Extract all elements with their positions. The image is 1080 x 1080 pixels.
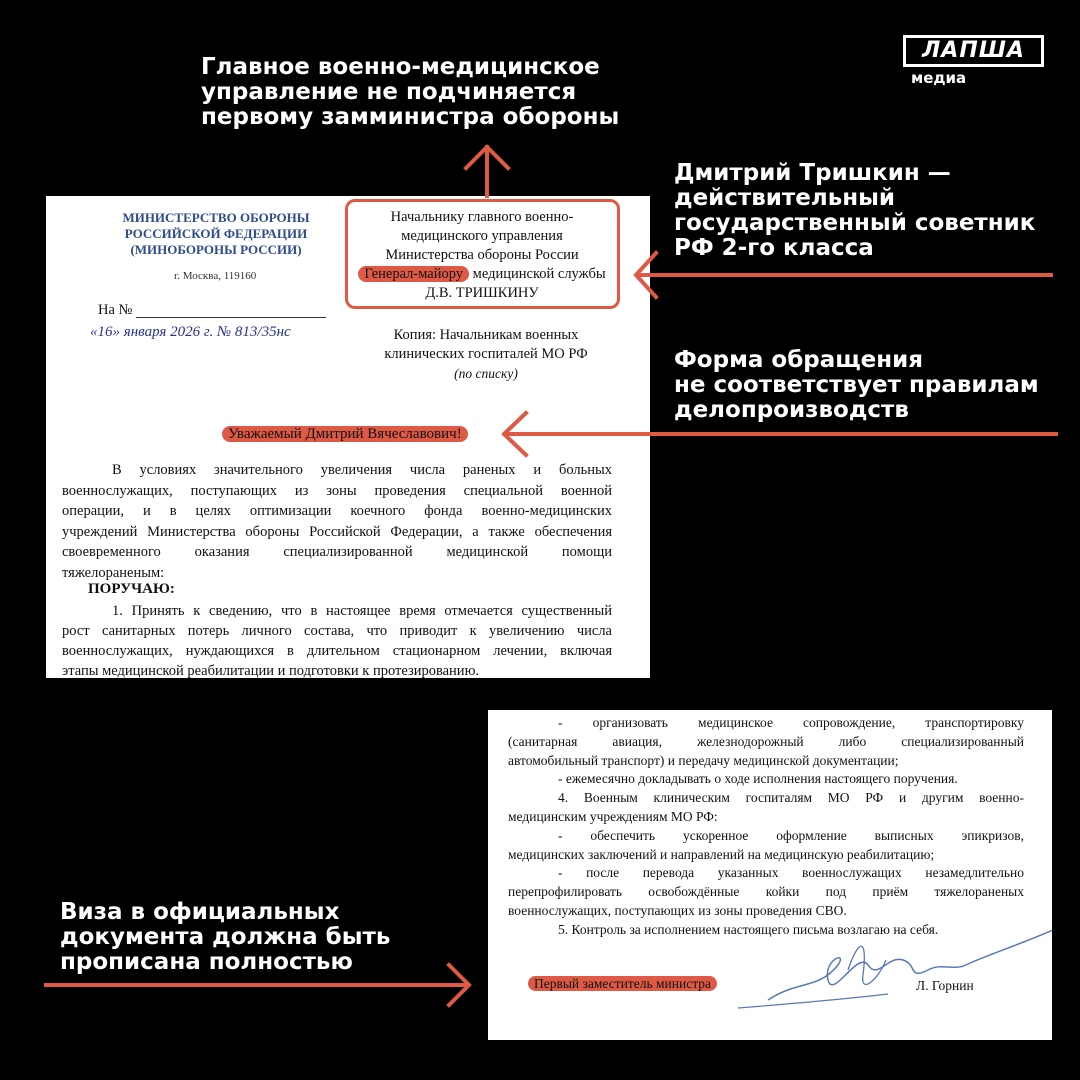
annotation-address-form bbox=[674, 348, 1039, 423]
text-line: 5. Контроль за исполнением настоящего письма возлагаю на себя. bbox=[558, 921, 939, 937]
city-address: г. Москва, 119160 bbox=[174, 270, 257, 282]
intro-paragraph bbox=[62, 460, 612, 583]
reference-number-line bbox=[136, 317, 326, 318]
annotation-line: Главное военно-медицинское bbox=[201, 54, 600, 80]
reference-number-label: На № bbox=[98, 302, 133, 318]
ministry-header bbox=[116, 210, 316, 258]
annotation-line: Форма обращения bbox=[674, 347, 924, 373]
annotation-line: первому замминистра обороны bbox=[201, 104, 620, 130]
ministry-line: (МИНОБОРОНЫ РОССИИ) bbox=[130, 242, 302, 257]
paragraph-line: учреждений Министерства обороны Российской Федерации, а также обеспечения bbox=[62, 523, 612, 540]
annotation-line: документа должна быть bbox=[60, 924, 391, 950]
copy-line: Копия: Начальникам военных bbox=[393, 327, 579, 343]
text-line: (санитарная авиация, железнодорожный либо специализированный bbox=[508, 733, 1024, 749]
annotation-line: действительный bbox=[674, 185, 896, 211]
annotation-line: делопроизводств bbox=[674, 397, 909, 423]
signer-title-highlight: Первый заместитель министра bbox=[528, 976, 717, 991]
annotation-line: прописана полностью bbox=[60, 949, 353, 975]
item-line: военнослужащих, нуждающихся в длительном стационарном лечении, включая bbox=[62, 643, 612, 659]
annotation-visa bbox=[60, 900, 390, 975]
annotation-line: Дмитрий Тришкин — bbox=[674, 160, 951, 186]
greeting bbox=[222, 423, 468, 445]
annotation-line: Виза в официальных bbox=[60, 899, 340, 925]
text-line: автомобильный транспорт) и передачу медицинской документации; bbox=[508, 752, 899, 768]
annotation-line: управление не подчиняется bbox=[201, 79, 577, 105]
rank-highlight: Генерал-майору bbox=[358, 266, 469, 282]
addressee-rank-line bbox=[352, 265, 612, 284]
addressee-line: Начальнику главного военно- bbox=[390, 209, 574, 225]
arrow-visa-head bbox=[449, 965, 469, 1005]
copy-note: (по списку) bbox=[454, 366, 518, 381]
text-line: - обеспечить ускоренное оформление выписных эпикризов, bbox=[558, 827, 1024, 843]
copy-recipients bbox=[366, 326, 606, 383]
text-line: медицинским учреждениям МО РФ: bbox=[508, 808, 718, 824]
text-line: - после перевода указанных военнослужащих незамедлительно bbox=[558, 865, 1024, 881]
order-heading: ПОРУЧАЮ: bbox=[88, 581, 175, 597]
text-line: перепрофилировать освобождённые койки под приём тяжелораненых bbox=[508, 884, 1024, 900]
lapsha-media-logo bbox=[903, 35, 1050, 92]
signer-name: Л. Горнин bbox=[916, 978, 974, 993]
copy-line: клинических госпиталей МО РФ bbox=[384, 346, 588, 362]
arrow-up-head bbox=[466, 147, 508, 168]
addressee-line: Министерства обороны России bbox=[385, 247, 579, 263]
text-line: 4. Военным клиническим госпиталям МО РФ и другим военно- bbox=[558, 790, 1024, 806]
annotation-line: не соответствует правилам bbox=[674, 372, 1039, 398]
text-line: - организовать медицинское сопровождение, транспортировку bbox=[558, 715, 1024, 730]
greeting-highlight: Уважаемый Дмитрий Вячеславович! bbox=[222, 426, 468, 442]
addressee-block bbox=[352, 208, 612, 303]
document-page-2 bbox=[488, 710, 1052, 1040]
logo-wordmark: ЛАПША bbox=[903, 35, 1044, 67]
annotation-trishkin bbox=[674, 161, 1035, 261]
continuation-text bbox=[508, 714, 1024, 940]
item-line: этапы медицинской реабилитации и подготовки к протезированию. bbox=[62, 663, 480, 678]
rank-rest: медицинской службы bbox=[469, 266, 606, 282]
document-page-1 bbox=[46, 196, 650, 678]
paragraph-line: своевременного оказания специализированной медицинской помощи bbox=[62, 544, 612, 560]
text-line: - ежемесячно докладывать о ходе исполнения настоящего поручения. bbox=[558, 771, 958, 787]
addressee-line: медицинского управления bbox=[401, 228, 563, 244]
ministry-line: МИНИСТЕРСТВО ОБОРОНЫ bbox=[122, 210, 310, 225]
annotation-line: РФ 2-го класса bbox=[674, 235, 874, 261]
handwritten-signature bbox=[728, 920, 1052, 1020]
date-number-line: «16» января 2026 г. № 813/35нс bbox=[90, 324, 291, 340]
signer-title bbox=[528, 974, 717, 994]
addressee-name: Д.В. ТРИШКИНУ bbox=[425, 285, 539, 301]
paragraph-line: военнослужащих, поступающих из зоны проведения специальной военной bbox=[62, 482, 612, 499]
text-line: военнослужащих, поступающих из зоны проведения СВО. bbox=[508, 902, 847, 918]
paragraph-line: тяжелораненым: bbox=[62, 564, 165, 581]
item-line: 1. Принять к сведению, что в настоящее время отмечается существенный bbox=[112, 603, 612, 619]
paragraph-line: операции, и в целях оптимизации коечного фонда военно-медицинских bbox=[62, 503, 612, 519]
ministry-line: РОССИЙСКОЙ ФЕДЕРАЦИИ bbox=[124, 226, 308, 241]
text-line: медицинских заключений и направлений на медицинскую реабилитацию; bbox=[508, 846, 935, 862]
logo-subtitle: медиа bbox=[911, 69, 967, 87]
paragraph-line: В условиях значительного увеличения числа раненых и больных bbox=[112, 462, 612, 478]
annotation-medical-directorate bbox=[201, 55, 619, 130]
item-line: рост санитарных потерь личного состава, что приводит к увеличению числа bbox=[62, 623, 612, 639]
annotation-line: государственный советник bbox=[674, 210, 1036, 236]
order-item-1 bbox=[62, 601, 612, 678]
